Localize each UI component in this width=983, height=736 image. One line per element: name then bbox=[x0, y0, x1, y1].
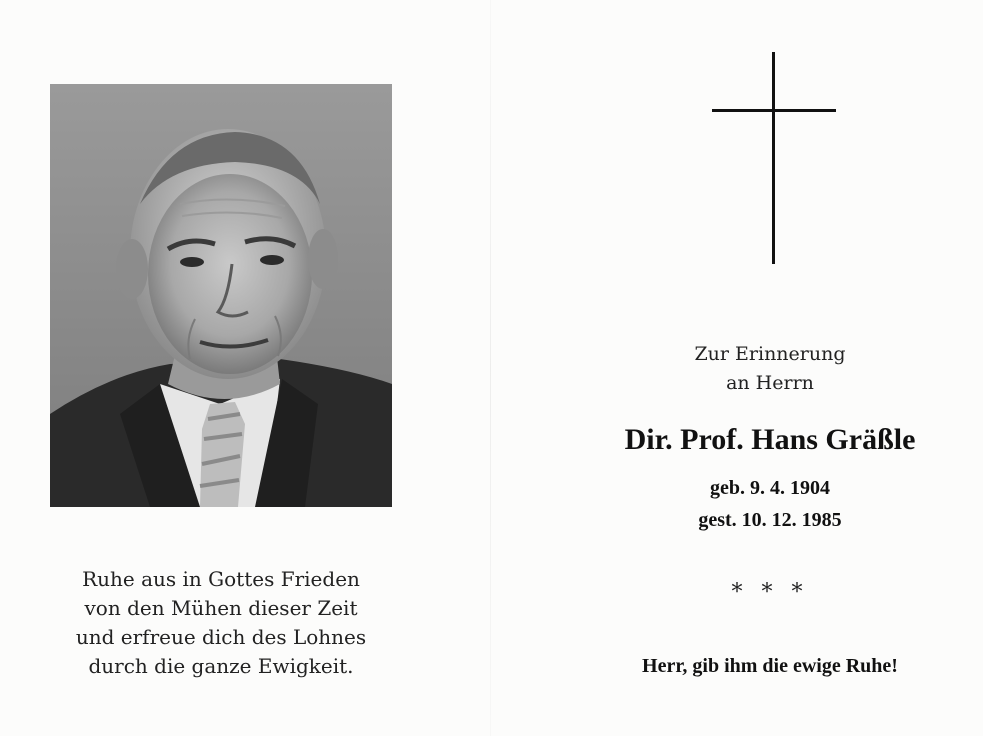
death-date: gest. 10. 12. 1985 bbox=[698, 509, 842, 531]
fold-line bbox=[490, 0, 491, 736]
cross-horizontal-beam bbox=[712, 109, 836, 112]
verse-line: von den Mühen dieser Zeit bbox=[84, 596, 358, 620]
verse-line: und erfreue dich des Lohnes bbox=[75, 625, 367, 649]
deceased-name: Dir. Prof. Hans Gräßle bbox=[624, 423, 916, 456]
intro-line: Zur Erinnerung bbox=[694, 343, 846, 365]
cross-icon bbox=[712, 52, 836, 264]
cross-vertical-beam bbox=[772, 52, 775, 264]
life-dates bbox=[560, 472, 980, 536]
verse-line: durch die ganze Ewigkeit. bbox=[88, 654, 354, 678]
intro-line: an Herrn bbox=[726, 372, 814, 394]
portrait-photo bbox=[50, 84, 392, 507]
prayer: Herr, gib ihm die ewige Ruhe! bbox=[642, 655, 898, 677]
portrait-image bbox=[50, 84, 392, 507]
verse-line: Ruhe aus in Gottes Frieden bbox=[82, 567, 360, 591]
birth-date: geb. 9. 4. 1904 bbox=[710, 477, 830, 499]
separator-stars: * * * bbox=[731, 580, 809, 605]
memorial-intro bbox=[560, 340, 980, 398]
verse bbox=[40, 565, 402, 681]
